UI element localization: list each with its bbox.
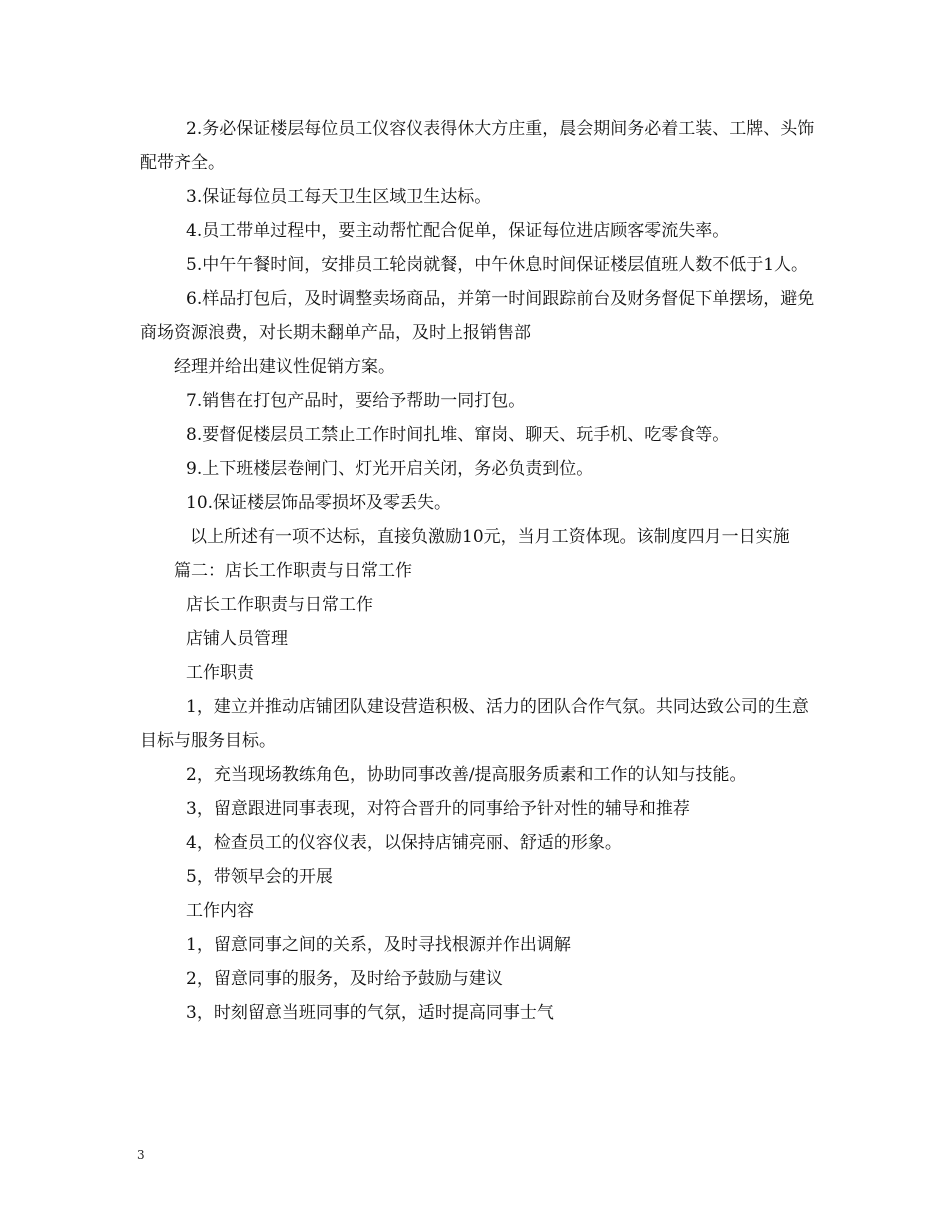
section-title: 篇二：店长工作职责与日常工作 [174,561,412,581]
duty-item-4: 4，检查员工的仪容仪表，以保持店铺亮丽、舒适的形象。 [186,833,622,853]
document-body [140,112,820,1030]
duty-item-5: 5，带领早会的开展 [186,867,333,887]
work-content-heading: 工作内容 [186,901,254,921]
duty-item-3: 3，留意跟进同事表现，对符合晋升的同事给予针对性的辅导和推荐 [186,799,690,819]
paragraph-item-10: 10.保证楼层饰品零损坏及零丢失。 [186,493,452,513]
work-item-3: 3，时刻留意当班同事的气氛，适时提高同事士气 [186,1003,554,1023]
paragraph-item-6-continued: 经理并给出建议性促销方案。 [174,357,395,377]
duties-heading: 工作职责 [186,663,254,683]
paragraph-item-6: 6.样品打包后，及时调整卖场商品，并第一时间跟踪前台及财务督促下单摆场，避免商场资源浪费，对长期未翻单产品，及时上报销售部 [140,289,815,343]
paragraph-item-7: 7.销售在打包产品时，要给予帮助一同打包。 [186,391,526,411]
section-subtitle: 店长工作职责与日常工作 [186,595,373,615]
paragraph-item-9: 9.上下班楼层卷闸门、灯光开启关闭，务必负责到位。 [186,459,594,479]
paragraph-item-2: 2.务必保证楼层每位员工仪容仪表得休大方庄重，晨会期间务必着工装、工牌、头饰配带齐全。 [140,119,815,173]
paragraph-item-4: 4.员工带单过程中，要主动帮忙配合促单，保证每位进店顾客零流失率。 [186,221,730,241]
duty-item-2: 2，充当现场教练角色，协助同事改善/提高服务质素和工作的认知与技能。 [186,765,747,785]
paragraph-item-8: 8.要督促楼层员工禁止工作时间扎堆、窜岗、聊天、玩手机、吃零食等。 [186,425,730,445]
duty-item-1: 1，建立并推动店铺团队建设营造积极、活力的团队合作气氛。共同达致公司的生意目标与服务目标。 [140,697,809,751]
paragraph-item-5: 5.中午午餐时间，安排员工轮岗就餐，中午休息时间保证楼层值班人数不低于1人。 [186,255,809,275]
paragraph-summary: 以上所述有一项不达标，直接负激励10元，当月工资体现。该制度四月一日实施 [190,527,790,547]
subsection-heading: 店铺人员管理 [186,629,288,649]
paragraph-item-3: 3.保证每位员工每天卫生区域卫生达标。 [186,187,492,207]
work-item-2: 2，留意同事的服务，及时给予鼓励与建议 [186,969,503,989]
page-number: 3 [137,1148,145,1162]
work-item-1: 1，留意同事之间的关系，及时寻找根源并作出调解 [186,935,571,955]
